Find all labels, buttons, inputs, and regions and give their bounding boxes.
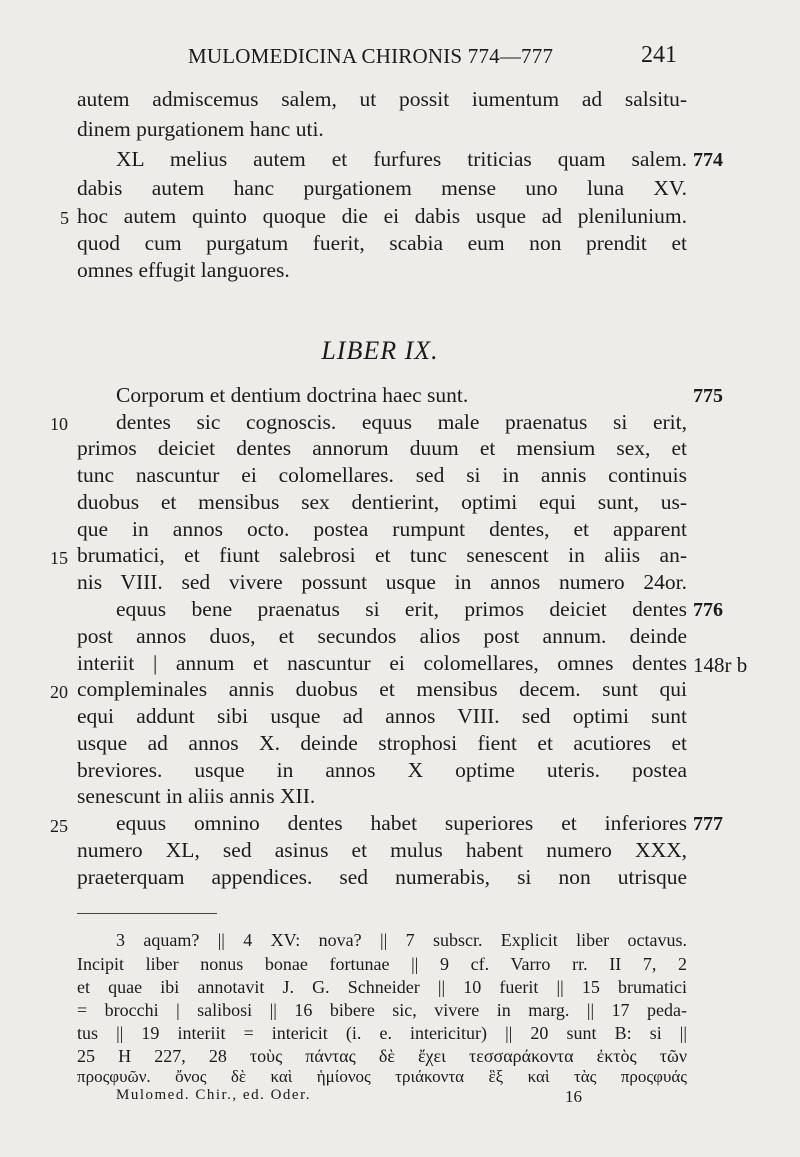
apparatus-line: et quae ibi annotavit J. G. Schneider || 10 fuerit || 15 brumatici [77,977,687,997]
text-line: praeterquam appendices. sed numerabis, si non utrisque [77,865,687,889]
text-line: duobus et mensibus sex dentierint, optimi equi sunt, us- [77,490,687,514]
section-number: 774 [693,149,723,171]
text-line: equi addunt sibi usque ad annos VIII. sed optimi sunt [77,704,687,728]
text-line: quod cum purgatum fuerit, scabia eum non prendit et [77,231,687,255]
text-line: dabis autem hanc purgationem mense uno luna XV. [77,176,687,200]
footnote-rule [77,913,217,914]
text-line: compleminales annis duobus et mensibus decem. sunt qui [77,677,687,701]
section-number: 775 [693,385,723,407]
text-line: hoc autem quinto quoque die ei dabis usque ad plenilunium. [77,204,687,228]
text-line: Corporum et dentium doctrina haec sunt. [116,383,469,407]
text-line: breviores. usque in annos X optime uteris. postea [77,758,687,782]
text-line: autem admiscemus salem, ut possit iumentum ad salsitu- [77,87,687,111]
text-line: post annos duos, et secundos alios post annum. deinde [77,624,687,648]
text-line: tunc nascuntur ei colomellares. sed si in annis continuis [77,463,687,487]
folio-reference: 148r b [693,653,748,677]
line-number: 15 [50,548,68,568]
text-line: dentes sic cognoscis. equus male praenatus si erit, [116,410,687,434]
text-line: XL melius autem et furfures triticias quam salem. [116,147,687,171]
text-line: senescunt in aliis annis XII. [77,784,316,808]
text-line: nis VIII. sed vivere possunt usque in annos numero 24or. [77,570,687,594]
apparatus-line: προςφυῶν. ὄνος δὲ καὶ ἡμίονος τριάκοντα ἓξ καὶ τὰς προςφυάς [77,1067,687,1086]
sheet-number: 16 [565,1087,582,1106]
text-line: interiit | annum et nascuntur ei colomellares, omnes dentes [77,651,687,675]
text-line: usque ad annos X. deinde strophosi fient et acutiores et [77,731,687,755]
line-number: 20 [50,682,68,702]
apparatus-line: = brocchi | salibosi || 16 bibere sic, vivere in marg. || 17 peda- [77,1000,687,1020]
running-title: MULOMEDICINA CHIRONIS 774—777 [188,44,554,68]
text-line: numero XL, sed asinus et mulus habent numero XXX, [77,838,687,862]
apparatus-line: 3 aquam? || 4 XV: nova? || 7 subscr. Explicit liber octavus. [116,930,687,950]
section-number: 777 [693,813,723,835]
text-line: brumatici, et fiunt salebrosi et tunc senescent in aliis an- [77,543,687,567]
apparatus-line: tus || 19 interiit = intericit (i. e. intericitur) || 20 sunt B: si || [77,1023,687,1043]
line-number: 10 [50,414,68,434]
sheet-signature: Mulomed. Chir., ed. Oder. [116,1087,311,1103]
text-line: omnes effugit languores. [77,258,290,282]
text-line: que in annos octo. postea rumpunt dentes, et apparent [77,517,687,541]
text-line: dinem purgationem hanc uti. [77,117,324,141]
line-number: 25 [50,816,68,836]
section-number: 776 [693,599,723,621]
apparatus-line: Incipit liber nonus bonae fortunae || 9 cf. Varro rr. II 7, 2 [77,954,687,974]
page-number: 241 [641,42,677,68]
text-line: equus omnino dentes habet superiores et inferiores [116,811,687,835]
text-line: equus bene praenatus si erit, primos deiciet dentes [116,597,687,621]
text-line: primos deiciet dentes annorum duum et mensium sex, et [77,436,687,460]
apparatus-line: 25 H 227, 28 τοὺς πάντας δὲ ἔχει τεσσαράκοντα ἐκτὸς τῶν [77,1046,687,1066]
line-number: 5 [60,208,69,228]
book-title: LIBER IX. [321,336,439,365]
